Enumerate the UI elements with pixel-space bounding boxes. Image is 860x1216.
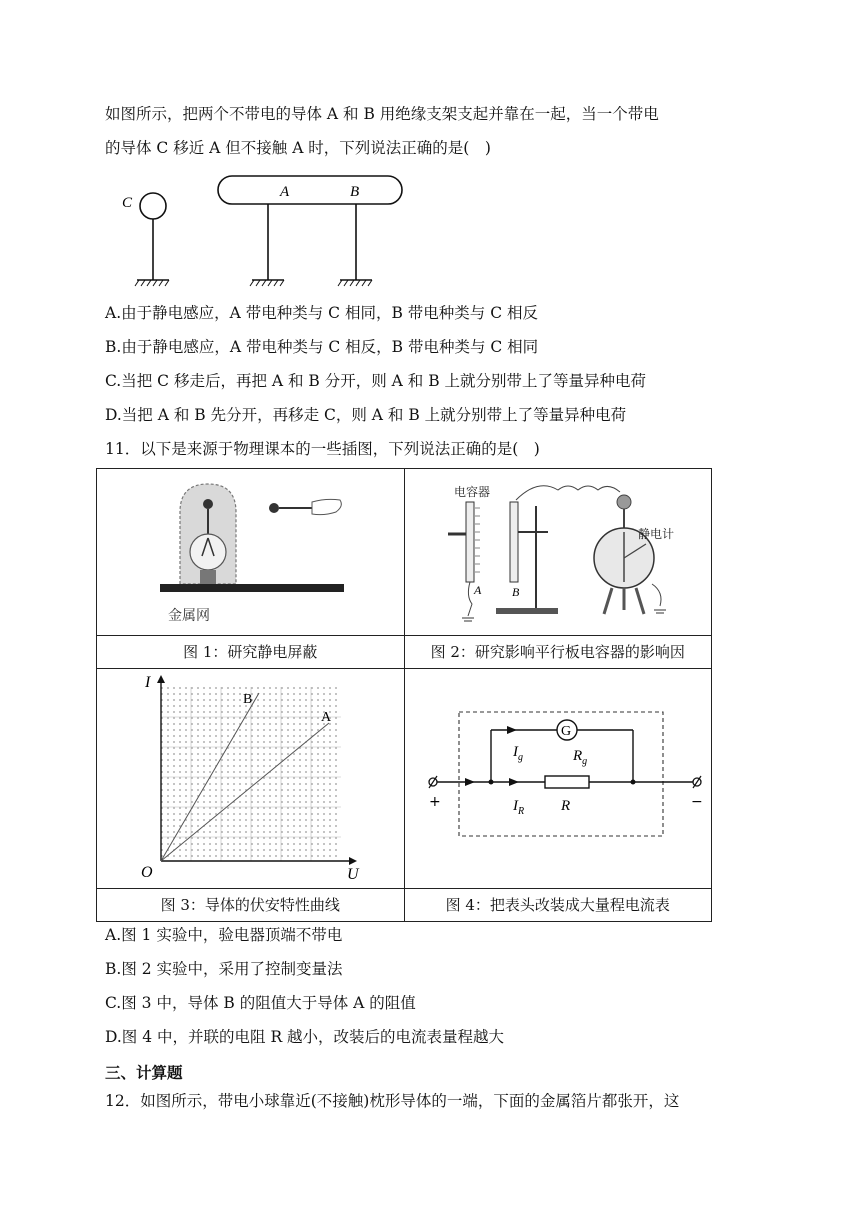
fig1-cell bbox=[97, 469, 405, 636]
fig4-rg-sub: g bbox=[581, 756, 587, 768]
q11-option-d: D.图 4 中，并联的电阻 R 越小，改装后的电流表量程越大 bbox=[105, 1028, 505, 1046]
fig4-ir-sub: R bbox=[517, 806, 524, 818]
fig3-line-b-label: B bbox=[243, 692, 253, 708]
fig4-ig bbox=[512, 744, 523, 763]
fig4-circuit bbox=[413, 698, 703, 858]
fig3-axis-u: U bbox=[347, 866, 359, 884]
q12-line1: 12．如图所示，带电小球靠近(不接触)枕形导体的一端，下面的金属箔片都张开，这 bbox=[105, 1092, 680, 1110]
fig2-label-a: A bbox=[473, 582, 482, 597]
fig2-label-meter: 静电计 bbox=[637, 526, 674, 541]
fig4-plus: + bbox=[428, 794, 441, 811]
fig4-rg bbox=[572, 748, 587, 767]
q10-line1: 如图所示，把两个不带电的导体 A 和 B 用绝缘支架支起并靠在一起，当一个带电 bbox=[105, 105, 659, 123]
q10-option-d: D.当把 A 和 B 先分开，再移走 C，则 A 和 B 上就分别带上了等量异种电荷 bbox=[105, 406, 627, 424]
fig2-label-b: B bbox=[511, 584, 520, 599]
fig4-ig-sub: g bbox=[517, 752, 523, 764]
fig3-origin: O bbox=[141, 864, 153, 882]
fig3-axis-i: I bbox=[145, 674, 151, 692]
fig4-galvanometer-label: G bbox=[560, 724, 571, 740]
fig4-ir-main: I bbox=[512, 798, 518, 815]
fig2-caption: 图 2：研究影响平行板电容器的影响因 bbox=[404, 635, 712, 668]
q10-option-b: B.由于静电感应，A 带电种类与 C 相反，B 带电种类与 C 相同 bbox=[105, 338, 539, 356]
q10-line2: 的导体 C 移近 A 但不接触 A 时，下列说法正确的是( ) bbox=[105, 139, 491, 157]
fig3-cell bbox=[97, 668, 405, 888]
fig4-cell bbox=[404, 668, 712, 888]
q11-option-b: B.图 2 实验中，采用了控制变量法 bbox=[105, 960, 343, 978]
fig3-iv-graph bbox=[135, 673, 365, 883]
fig4-r-label: R bbox=[560, 798, 570, 815]
fig4-minus: − bbox=[690, 794, 703, 811]
q10-label-b: B bbox=[350, 184, 360, 200]
fig1-label-metal-mesh: 金属网 bbox=[168, 607, 211, 624]
section-title: 三、计算题 bbox=[105, 1064, 183, 1082]
q10-figure bbox=[112, 170, 412, 290]
q11-option-a: A.图 1 实验中，验电器顶端不带电 bbox=[105, 926, 343, 944]
fig4-ir bbox=[512, 798, 524, 817]
fig2-cell bbox=[404, 469, 712, 636]
fig1-caption: 图 1：研究静电屏蔽 bbox=[97, 635, 405, 668]
fig4-caption: 图 4：把表头改装成大量程电流表 bbox=[404, 888, 712, 921]
fig1-electroscope-figure bbox=[100, 472, 400, 632]
q11-stem: 11．以下是来源于物理课本的一些插图，下列说法正确的是( ) bbox=[105, 440, 540, 458]
fig2-capacitor-figure bbox=[408, 472, 708, 632]
q10-label-c: C bbox=[122, 195, 133, 211]
q11-option-c: C.图 3 中，导体 B 的阻值大于导体 A 的阻值 bbox=[105, 994, 416, 1012]
fig2-label-capacitor: 电容器 bbox=[453, 484, 490, 499]
fig4-rg-main: R bbox=[572, 748, 582, 765]
fig3-line-a-label: A bbox=[321, 710, 332, 726]
q10-option-a: A.由于静电感应，A 带电种类与 C 相同，B 带电种类与 C 相反 bbox=[105, 304, 538, 322]
q10-label-a: A bbox=[280, 184, 290, 200]
q10-option-c: C.当把 C 移走后，再把 A 和 B 分开，则 A 和 B 上就分别带上了等量异种电荷 bbox=[105, 372, 647, 390]
q11-figure-table bbox=[96, 468, 712, 922]
fig3-caption: 图 3：导体的伏安特性曲线 bbox=[97, 888, 405, 921]
fig4-ig-main: I bbox=[512, 744, 518, 761]
